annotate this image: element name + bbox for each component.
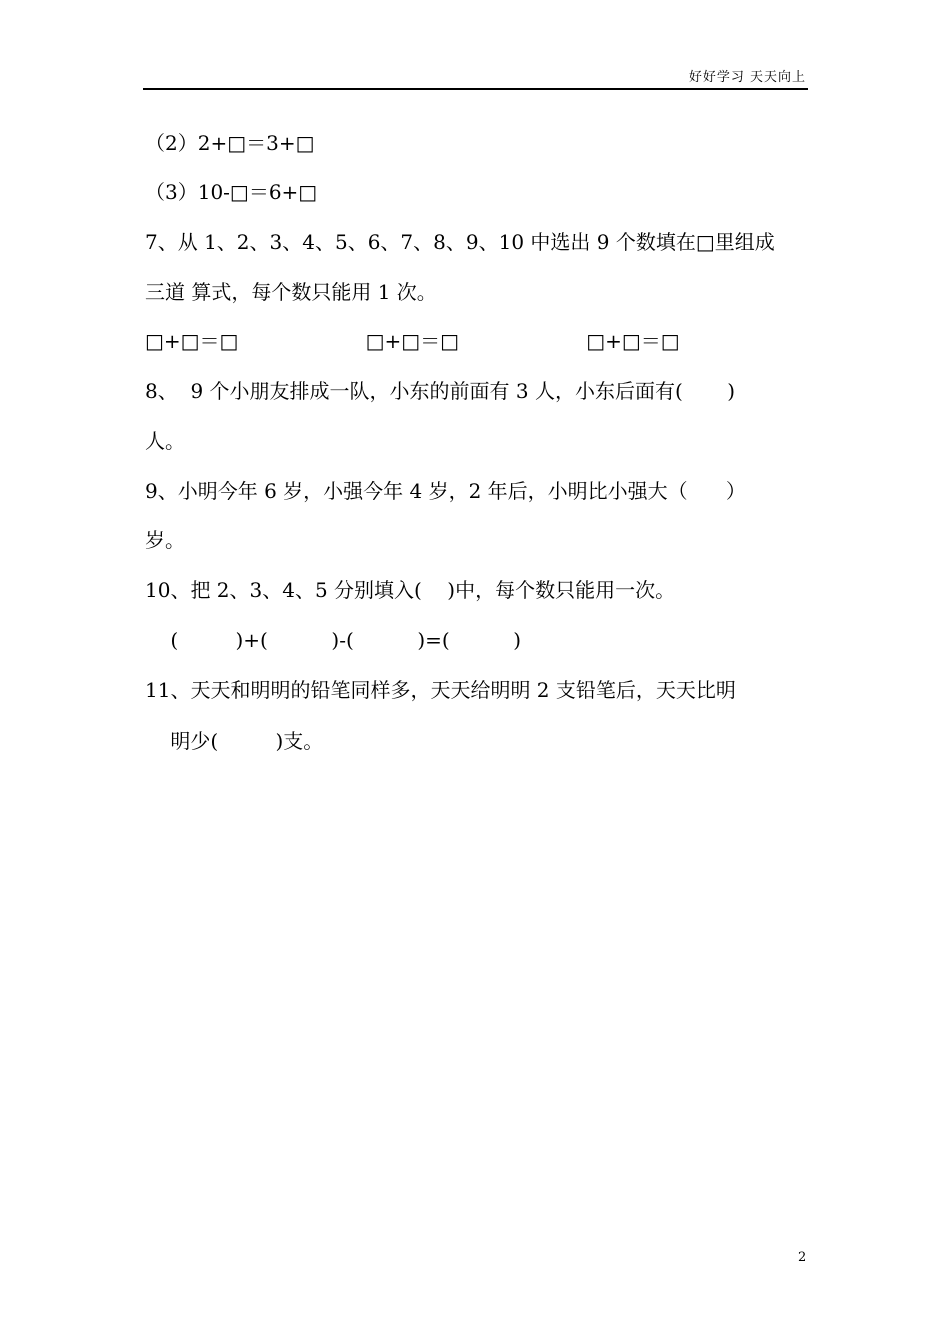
question-8-line-2: 人。: [145, 429, 185, 453]
question-10-line-1: 10、把 2、3、4、5 分别填入( )中，每个数只能用一次。: [145, 578, 676, 602]
question-10-equation: ( )+( )-( )=( ): [145, 628, 522, 652]
question-7-line-2: 三道 算式，每个数只能用 1 次。: [145, 280, 437, 304]
header-rule: [143, 88, 808, 90]
question-11-line-2: 明少( )支。: [145, 729, 324, 753]
header-motto: 好好学习 天天向上: [688, 70, 806, 85]
question-8-line-1: 8、 9 个小朋友排成一队，小东的前面有 3 人，小东后面有( ): [145, 379, 736, 403]
question-9-line-2: 岁。: [145, 528, 185, 552]
page-number: 2: [798, 1250, 807, 1265]
page-header: [143, 66, 808, 88]
question-11-line-1: 11、天天和明明的铅笔同样多，天天给明明 2 支铅笔后，天天比明: [145, 678, 736, 702]
question-6-part-2: （2）2+□＝3+□: [145, 131, 315, 155]
question-7-line-1: 7、从 1、2、3、4、5、6、7、8、9、10 中选出 9 个数填在□里组成: [145, 230, 775, 254]
question-9-line-1: 9、小明今年 6 岁，小强今年 4 岁，2 年后，小明比小强大（ ）: [145, 479, 746, 503]
question-6-part-3: （3）10-□＝6+□: [145, 180, 318, 204]
question-7-equations: □+□＝□ □+□＝□ □+□＝□: [145, 329, 680, 353]
